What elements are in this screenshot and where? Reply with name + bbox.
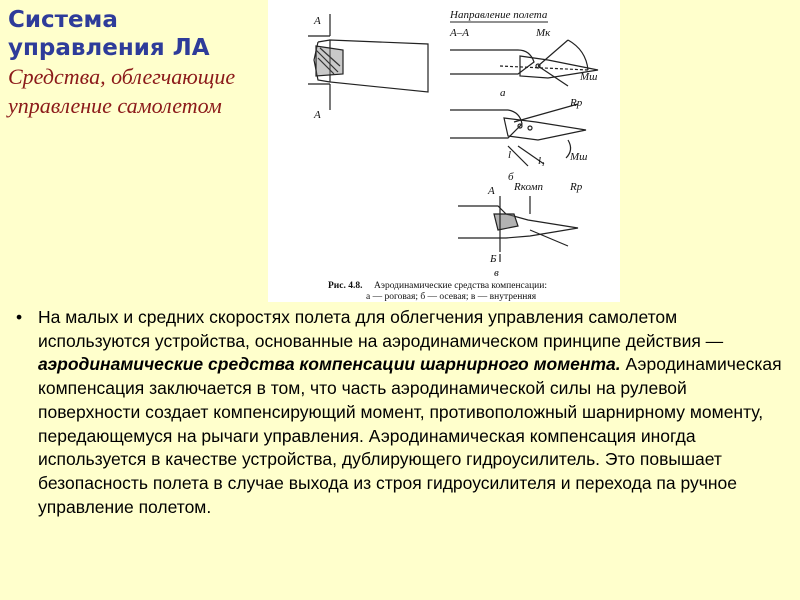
length-l-label: l (508, 149, 512, 161)
slide-title (8, 6, 263, 120)
r-p-label-b: Rр (570, 97, 583, 109)
title-main: Система управления ЛА (8, 7, 210, 61)
label-a-top: А (314, 15, 321, 27)
label-a-bottom: А (314, 109, 321, 121)
paragraph-text-2: Аэродинамическая компенсация заключается в том, что часть аэродинамической силы на рулевой поверхности создает компенсирующий момент, противоположный шарнирному моменту, передающемуся на рычаги управления. Аэродинамическая компенсация иногда используется в качестве устройства, дублирующего гидроусилитель. Это повышает безопасность полета в случае выхода из строя гидроусилителя и перехода па ручное управление полетом. (38, 354, 782, 517)
diagram-b (450, 104, 586, 166)
diagram-v (458, 196, 578, 262)
r-komp-label: Rкомп (514, 181, 544, 193)
paragraph-emphasis: аэродинамические средства компенсации шарнирного момента. (38, 354, 621, 375)
plan-view (308, 14, 428, 110)
compensation-diagram (268, 0, 620, 302)
moment-k-label: Mк (536, 27, 551, 39)
paragraph (38, 306, 792, 519)
body-text (16, 306, 792, 519)
r-p-label-v: Rр (570, 181, 583, 193)
paragraph-text-1: На малых и средних скоростях полета для облегчения управления самолетом используются устройства, основанные на аэродинамическом принципе действия — (38, 307, 724, 351)
bullet: • (16, 307, 23, 327)
flight-direction-label: Направление полета (450, 9, 548, 21)
moment-sh-label-a: Мш (580, 71, 598, 83)
caption-legend: а — роговая; б — осевая; в — внутренняя (366, 292, 537, 302)
label-b-v: Б (490, 253, 497, 265)
sublabel-a: а (500, 87, 506, 99)
caption-prefix: Рис. 4.8. (328, 281, 363, 291)
sublabel-v: в (494, 267, 499, 279)
label-a-v: А (488, 185, 495, 197)
compensation-figure (268, 0, 620, 302)
length-l1-label: l₁ (538, 155, 545, 167)
title-subtitle: Средства, облегчающие управление самолетом (8, 64, 236, 118)
caption-text: Аэродинамические средства компенсации: (374, 281, 547, 291)
diagram-a (450, 40, 598, 86)
sublabel-b: б (508, 171, 514, 183)
moment-sh-label-b: Мш (570, 151, 588, 163)
section-label: А–А (450, 27, 469, 39)
